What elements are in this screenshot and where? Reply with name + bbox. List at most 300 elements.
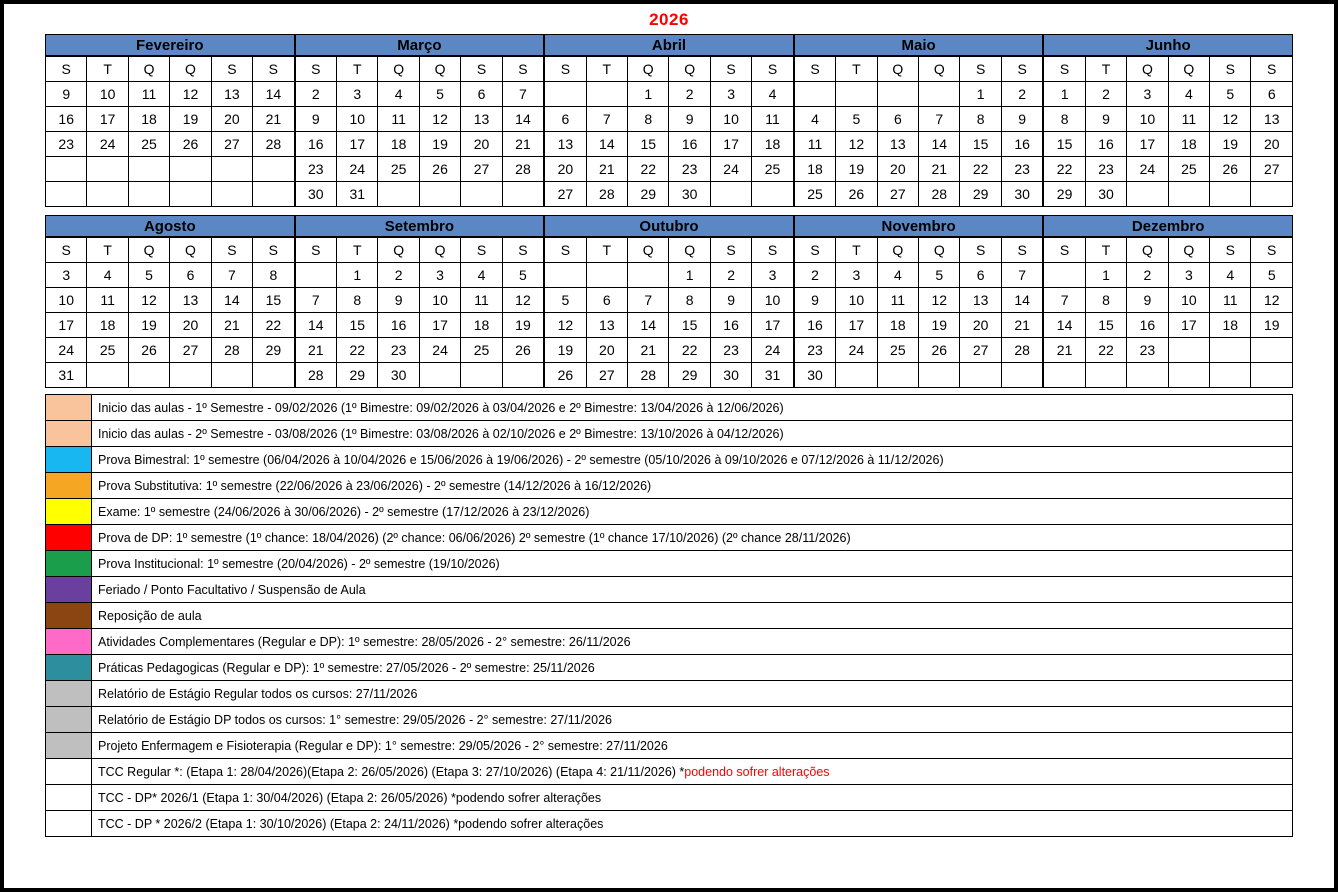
month-name: Março	[295, 34, 545, 56]
weekday-header: S	[253, 238, 294, 263]
day-cell	[1127, 182, 1168, 207]
weekday-header: Q	[419, 57, 460, 82]
day-cell: 9	[378, 288, 419, 313]
day-cell: 12	[836, 132, 877, 157]
day-cell	[586, 82, 627, 107]
legend-label-text: Exame: 1º semestre (24/06/2026 à 30/06/2026) - 2º semestre (17/12/2026 à 23/12/2026)	[98, 504, 590, 519]
day-cell: 16	[710, 313, 751, 338]
day-cell: 10	[87, 82, 128, 107]
day-cell: 2	[794, 263, 835, 288]
day-cell: 4	[1168, 82, 1209, 107]
day-cell	[960, 363, 1001, 388]
weekday-header: S	[46, 57, 87, 82]
day-cell	[87, 157, 128, 182]
day-cell: 21	[211, 313, 252, 338]
day-cell: 3	[419, 263, 460, 288]
day-cell	[502, 363, 543, 388]
day-cell: 14	[502, 107, 543, 132]
weekday-header: Q	[170, 238, 211, 263]
day-cell: 21	[628, 338, 669, 363]
day-cell: 12	[1251, 288, 1292, 313]
week-row	[794, 288, 1043, 313]
day-cell: 5	[502, 263, 543, 288]
legend-label-text: Prova de DP: 1º semestre (1º chance: 18/04/2026) (2º chance: 06/06/2026) 2º semestre (1º chance 17/10/2026) (2º chance 28/11/2026)	[98, 530, 851, 545]
weekday-header: S	[1251, 57, 1292, 82]
weekday-header: S	[710, 238, 751, 263]
day-cell: 13	[211, 82, 252, 107]
weekday-header: T	[337, 238, 378, 263]
day-cell: 21	[1044, 338, 1085, 363]
day-cell: 24	[752, 338, 793, 363]
day-cell	[1127, 363, 1168, 388]
legend-color-swatch	[46, 577, 92, 603]
day-cell: 5	[919, 263, 960, 288]
day-cell: 28	[1001, 338, 1042, 363]
day-cell: 20	[211, 107, 252, 132]
day-cell	[919, 363, 960, 388]
day-cell: 26	[502, 338, 543, 363]
day-cell: 10	[752, 288, 793, 313]
week-row	[794, 132, 1043, 157]
day-cell: 21	[295, 338, 336, 363]
week-row	[545, 263, 794, 288]
month-grid	[544, 56, 794, 207]
day-cell: 10	[710, 107, 751, 132]
day-cell: 10	[1168, 288, 1209, 313]
legend-color-swatch	[46, 655, 92, 681]
month-block	[45, 34, 295, 207]
day-cell: 9	[1085, 107, 1126, 132]
legend-label	[92, 577, 1293, 603]
month-grid	[794, 237, 1044, 388]
day-cell: 17	[46, 313, 87, 338]
day-cell: 23	[710, 338, 751, 363]
day-cell: 11	[128, 82, 169, 107]
day-cell: 24	[836, 338, 877, 363]
day-cell: 17	[836, 313, 877, 338]
month-name: Setembro	[295, 215, 545, 237]
month-block	[544, 215, 794, 388]
week-row	[1044, 132, 1293, 157]
legend-color-swatch	[46, 681, 92, 707]
day-cell: 4	[1210, 263, 1251, 288]
day-cell: 12	[1210, 107, 1251, 132]
weekday-header: Q	[1127, 238, 1168, 263]
legend-label-text: Reposição de aula	[98, 608, 202, 623]
day-cell: 14	[253, 82, 294, 107]
week-row	[295, 338, 544, 363]
day-cell: 27	[461, 157, 502, 182]
day-cell: 11	[1168, 107, 1209, 132]
day-cell: 18	[1168, 132, 1209, 157]
weekday-header: S	[461, 57, 502, 82]
weekday-header: S	[1044, 238, 1085, 263]
day-cell	[1001, 363, 1042, 388]
weekday-header: S	[960, 238, 1001, 263]
day-cell: 25	[461, 338, 502, 363]
week-row	[46, 107, 295, 132]
day-cell: 28	[211, 338, 252, 363]
week-row	[545, 157, 794, 182]
day-cell: 6	[461, 82, 502, 107]
weekday-header: S	[295, 238, 336, 263]
day-cell	[1251, 338, 1292, 363]
week-row	[295, 182, 544, 207]
legend-row	[46, 603, 1293, 629]
week-row	[545, 82, 794, 107]
legend-label	[92, 603, 1293, 629]
weekday-header: S	[1251, 238, 1292, 263]
day-cell: 13	[877, 132, 918, 157]
day-cell: 5	[1251, 263, 1292, 288]
day-cell: 17	[710, 132, 751, 157]
day-cell	[170, 363, 211, 388]
week-row	[545, 107, 794, 132]
day-cell: 24	[1127, 157, 1168, 182]
day-cell: 27	[1251, 157, 1292, 182]
day-cell	[877, 363, 918, 388]
weekday-header: Q	[1168, 238, 1209, 263]
weekday-header: S	[253, 57, 294, 82]
day-cell: 11	[752, 107, 793, 132]
day-cell: 19	[419, 132, 460, 157]
day-cell: 25	[378, 157, 419, 182]
day-cell: 17	[1168, 313, 1209, 338]
day-cell	[170, 157, 211, 182]
day-cell: 6	[545, 107, 586, 132]
day-cell: 5	[419, 82, 460, 107]
day-cell: 10	[337, 107, 378, 132]
weekday-header: Q	[128, 238, 169, 263]
day-cell: 6	[877, 107, 918, 132]
day-cell: 28	[502, 157, 543, 182]
day-cell: 7	[502, 82, 543, 107]
day-cell: 5	[836, 107, 877, 132]
day-cell: 23	[1127, 338, 1168, 363]
day-cell: 22	[960, 157, 1001, 182]
day-cell	[628, 263, 669, 288]
week-row	[295, 288, 544, 313]
day-cell	[586, 263, 627, 288]
legend-label-note: podendo sofrer alterações	[684, 764, 830, 779]
day-cell: 14	[1044, 313, 1085, 338]
day-cell	[128, 182, 169, 207]
day-cell: 23	[1001, 157, 1042, 182]
week-row	[295, 263, 544, 288]
week-row	[46, 313, 295, 338]
day-cell: 21	[253, 107, 294, 132]
legend-color-swatch	[46, 421, 92, 447]
day-cell: 16	[794, 313, 835, 338]
week-row	[295, 107, 544, 132]
day-cell	[1168, 338, 1209, 363]
day-cell: 25	[877, 338, 918, 363]
day-cell: 21	[502, 132, 543, 157]
weekday-header: Q	[1168, 57, 1209, 82]
day-cell: 24	[419, 338, 460, 363]
day-cell: 15	[337, 313, 378, 338]
day-cell: 11	[378, 107, 419, 132]
day-cell: 18	[461, 313, 502, 338]
day-cell: 14	[586, 132, 627, 157]
legend-label	[92, 733, 1293, 759]
day-cell: 13	[960, 288, 1001, 313]
legend-label-text: TCC - DP * 2026/2 (Etapa 1: 30/10/2026) (Etapa 2: 24/11/2026) *podendo sofrer alterações	[98, 816, 604, 831]
day-cell: 20	[170, 313, 211, 338]
month-grid	[1043, 237, 1293, 388]
day-cell: 6	[1251, 82, 1292, 107]
day-cell	[1251, 363, 1292, 388]
day-cell: 8	[1044, 107, 1085, 132]
day-cell: 24	[337, 157, 378, 182]
day-cell: 14	[1001, 288, 1042, 313]
legend-label	[92, 473, 1293, 499]
weekday-header: S	[794, 238, 835, 263]
day-cell: 29	[669, 363, 710, 388]
week-row	[46, 157, 295, 182]
day-cell: 19	[836, 157, 877, 182]
legend-label	[92, 395, 1293, 421]
day-cell: 11	[461, 288, 502, 313]
legend-label-text: Atividades Complementares (Regular e DP): 1º semestre: 28/05/2026 - 2° semestre: 26/11/2026	[98, 634, 631, 649]
legend-row	[46, 525, 1293, 551]
month-name: Fevereiro	[45, 34, 295, 56]
legend-color-swatch	[46, 707, 92, 733]
day-cell: 12	[919, 288, 960, 313]
day-cell	[752, 182, 793, 207]
month-grid	[295, 56, 545, 207]
week-row	[545, 288, 794, 313]
day-cell: 31	[337, 182, 378, 207]
legend-label	[92, 551, 1293, 577]
month-name: Maio	[794, 34, 1044, 56]
day-cell: 23	[1085, 157, 1126, 182]
weekday-header: S	[1044, 57, 1085, 82]
legend-color-swatch	[46, 499, 92, 525]
weekday-header: T	[836, 238, 877, 263]
day-cell	[794, 82, 835, 107]
weekday-header: S	[1001, 57, 1042, 82]
day-cell: 20	[586, 338, 627, 363]
day-cell: 15	[628, 132, 669, 157]
week-row	[295, 157, 544, 182]
day-cell: 9	[669, 107, 710, 132]
day-cell: 4	[794, 107, 835, 132]
day-cell: 23	[669, 157, 710, 182]
month-grid	[295, 237, 545, 388]
week-row	[1044, 288, 1293, 313]
day-cell: 8	[1085, 288, 1126, 313]
weekday-header: S	[960, 57, 1001, 82]
day-cell	[502, 182, 543, 207]
day-cell: 29	[337, 363, 378, 388]
legend-label-text: TCC Regular *: (Etapa 1: 28/04/2026)(Etapa 2: 26/05/2026) (Etapa 3: 27/10/2026) (Etapa 4: 21/11/2026) *	[98, 764, 685, 779]
week-row	[46, 182, 295, 207]
day-cell: 1	[337, 263, 378, 288]
day-cell: 26	[545, 363, 586, 388]
day-cell: 19	[128, 313, 169, 338]
day-cell: 30	[669, 182, 710, 207]
legend-row	[46, 421, 1293, 447]
day-cell: 14	[919, 132, 960, 157]
day-cell: 8	[669, 288, 710, 313]
day-cell: 22	[1085, 338, 1126, 363]
day-cell: 7	[295, 288, 336, 313]
week-row	[46, 263, 295, 288]
day-cell: 8	[253, 263, 294, 288]
weekday-header: Q	[669, 57, 710, 82]
day-cell: 26	[836, 182, 877, 207]
day-cell: 11	[87, 288, 128, 313]
legend-color-swatch	[46, 525, 92, 551]
day-cell: 20	[461, 132, 502, 157]
day-cell: 31	[46, 363, 87, 388]
week-row	[295, 313, 544, 338]
day-cell: 6	[170, 263, 211, 288]
weekday-header: Q	[628, 57, 669, 82]
day-cell: 28	[295, 363, 336, 388]
day-cell	[836, 82, 877, 107]
legend-color-swatch	[46, 603, 92, 629]
legend-label-text: Projeto Enfermagem e Fisioterapia (Regular e DP): 1° semestre: 29/05/2026 - 2° semestre: 27/11/2026	[98, 738, 668, 753]
week-row	[794, 182, 1043, 207]
day-cell: 27	[545, 182, 586, 207]
day-cell: 30	[295, 182, 336, 207]
month-grid	[45, 237, 295, 388]
month-grid	[544, 237, 794, 388]
day-cell: 12	[545, 313, 586, 338]
legend-color-swatch	[46, 551, 92, 577]
week-row	[1044, 157, 1293, 182]
day-cell: 18	[877, 313, 918, 338]
day-cell: 5	[128, 263, 169, 288]
day-cell	[419, 182, 460, 207]
day-cell: 17	[87, 107, 128, 132]
month-block	[295, 34, 545, 207]
day-cell	[1210, 338, 1251, 363]
legend-row	[46, 551, 1293, 577]
month-name: Agosto	[45, 215, 295, 237]
week-row	[1044, 363, 1293, 388]
legend-label	[92, 447, 1293, 473]
month-block	[295, 215, 545, 388]
months-row-first-half	[45, 34, 1293, 207]
weekday-header: T	[586, 57, 627, 82]
legend-row	[46, 681, 1293, 707]
day-cell: 2	[378, 263, 419, 288]
day-cell	[295, 263, 336, 288]
day-cell: 7	[586, 107, 627, 132]
day-cell: 29	[1044, 182, 1085, 207]
day-cell: 19	[1210, 132, 1251, 157]
week-row	[794, 313, 1043, 338]
day-cell: 4	[461, 263, 502, 288]
day-cell	[253, 363, 294, 388]
day-cell: 25	[1168, 157, 1209, 182]
day-cell: 2	[295, 82, 336, 107]
day-cell: 6	[960, 263, 1001, 288]
legend-label	[92, 525, 1293, 551]
day-cell: 18	[128, 107, 169, 132]
legend-label-text: Prova Substitutiva: 1º semestre (22/06/2026 à 23/06/2026) - 2º semestre (14/12/2026 à 16/12/2026)	[98, 478, 652, 493]
weekday-header: S	[46, 238, 87, 263]
legend-label	[92, 759, 1293, 785]
day-cell: 17	[419, 313, 460, 338]
day-cell: 21	[1001, 313, 1042, 338]
day-cell: 28	[586, 182, 627, 207]
day-cell: 17	[752, 313, 793, 338]
day-cell	[545, 263, 586, 288]
day-cell: 10	[836, 288, 877, 313]
weekday-header: S	[710, 57, 751, 82]
legend-row	[46, 629, 1293, 655]
week-row	[1044, 107, 1293, 132]
day-cell	[461, 363, 502, 388]
weekday-header: S	[1210, 238, 1251, 263]
month-name: Novembro	[794, 215, 1044, 237]
day-cell: 13	[586, 313, 627, 338]
months-row-second-half	[45, 215, 1293, 388]
week-row	[545, 338, 794, 363]
day-cell: 26	[1210, 157, 1251, 182]
day-cell: 27	[960, 338, 1001, 363]
day-cell: 11	[1210, 288, 1251, 313]
week-row	[46, 288, 295, 313]
day-cell: 26	[419, 157, 460, 182]
day-cell: 15	[253, 288, 294, 313]
day-cell: 27	[211, 132, 252, 157]
legend-row	[46, 759, 1293, 785]
legend-label	[92, 811, 1293, 837]
week-row	[545, 132, 794, 157]
week-row	[1044, 313, 1293, 338]
day-cell: 22	[1044, 157, 1085, 182]
day-cell: 23	[46, 132, 87, 157]
day-cell: 7	[1001, 263, 1042, 288]
legend-label-text: TCC - DP* 2026/1 (Etapa 1: 30/04/2026) (Etapa 2: 26/05/2026) *podendo sofrer alterações	[98, 790, 602, 805]
day-cell	[46, 182, 87, 207]
day-cell	[211, 157, 252, 182]
day-cell: 16	[1085, 132, 1126, 157]
day-cell: 11	[877, 288, 918, 313]
day-cell: 23	[794, 338, 835, 363]
week-row	[794, 107, 1043, 132]
day-cell: 12	[170, 82, 211, 107]
day-cell	[877, 82, 918, 107]
day-cell: 26	[919, 338, 960, 363]
weekday-header: T	[87, 57, 128, 82]
day-cell: 4	[378, 82, 419, 107]
day-cell	[1085, 363, 1126, 388]
legend-color-swatch	[46, 811, 92, 837]
day-cell: 27	[586, 363, 627, 388]
week-row	[295, 82, 544, 107]
weekday-header: Q	[919, 238, 960, 263]
month-block	[794, 34, 1044, 207]
day-cell	[87, 363, 128, 388]
month-block	[794, 215, 1044, 388]
day-cell: 9	[1127, 288, 1168, 313]
legend-label-text: Inicio das aulas - 2º Semestre - 03/08/2026 (1º Bimestre: 03/08/2026 à 02/10/2026 e 2º Bimestre: 13/10/2026 à 04/12/2026)	[98, 426, 784, 441]
day-cell: 25	[87, 338, 128, 363]
day-cell: 3	[710, 82, 751, 107]
day-cell: 17	[1127, 132, 1168, 157]
day-cell: 2	[710, 263, 751, 288]
weekday-header: Q	[170, 57, 211, 82]
month-name: Junho	[1043, 34, 1293, 56]
legend-row	[46, 785, 1293, 811]
day-cell	[46, 157, 87, 182]
